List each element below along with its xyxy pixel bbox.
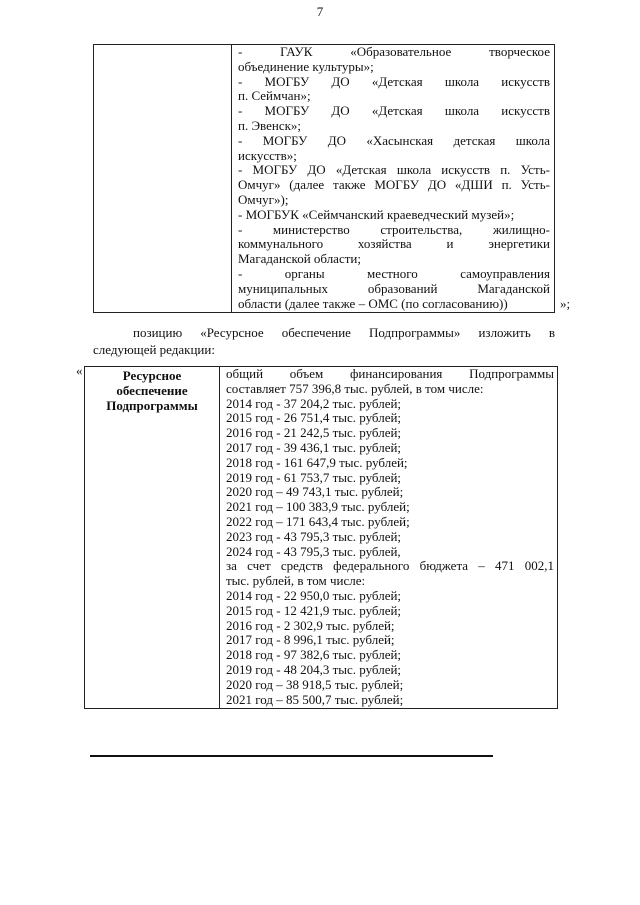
funding-line: 2020 год – 49 743,1 тыс. рублей; <box>226 484 404 500</box>
executor-line: - органы местного самоуправления <box>238 265 550 281</box>
funding-line: 2021 год – 85 500,7 тыс. рублей; <box>226 691 404 707</box>
funding-cell <box>220 367 558 709</box>
funding-line: 2016 год - 21 242,5 тыс. рублей; <box>226 425 402 441</box>
funding-line: тыс. рублей, в том числе: <box>226 573 366 589</box>
funding-line: 2022 год – 171 643,4 тыс. рублей; <box>226 513 410 529</box>
executor-line: Магаданской области; <box>238 251 361 267</box>
funding-line: 2024 год - 43 795,3 тыс. рублей, <box>226 543 401 559</box>
resource-provision-table <box>84 366 558 709</box>
label-cell <box>85 367 220 709</box>
funding-line: за счет средств федерального бюджета – 471 002,1 <box>226 558 554 574</box>
executor-line: области (далее также – ОМС (по согласованию)) <box>238 295 508 311</box>
executor-line: - МОГБУ ДО «Детская школа искусств <box>238 73 550 89</box>
executor-line: - МОГБУ ДО «Хасынская детская школа <box>238 132 550 148</box>
intro-paragraph: позицию «Ресурсное обеспечение Подпрограммы» изложить в <box>133 325 555 340</box>
executor-line: Омчуг» (далее также МОГБУ ДО «ДШИ п. Усть- <box>238 177 550 193</box>
intro-paragraph-continuation: следующей редакции: <box>93 342 215 357</box>
page-number: 7 <box>316 4 324 19</box>
row-label: Ресурсное <box>122 368 182 383</box>
funding-line: 2014 год - 22 950,0 тыс. рублей; <box>226 587 402 603</box>
executor-line: искусств»; <box>238 147 297 163</box>
funding-line: 2021 год – 100 383,9 тыс. рублей; <box>226 499 410 515</box>
funding-line: 2023 год - 43 795,3 тыс. рублей; <box>226 528 402 544</box>
closing-quote: »; <box>560 296 571 311</box>
executor-line: Омчуг»); <box>238 191 289 207</box>
executor-line: - МОГБУ ДО «Детская школа искусств п. Усть- <box>238 162 550 178</box>
executor-line: объединение культуры»; <box>238 58 374 74</box>
funding-line: 2020 год – 38 918,5 тыс. рублей; <box>226 676 404 692</box>
opening-quote: « <box>76 363 83 378</box>
funding-line: 2016 год - 2 302,9 тыс. рублей; <box>226 617 395 633</box>
funding-line: 2017 год - 8 996,1 тыс. рублей; <box>226 632 395 648</box>
funding-line: 2017 год - 39 436,1 тыс. рублей; <box>226 439 402 455</box>
row-label: Подпрограммы <box>106 398 198 413</box>
funding-line: 2014 год - 37 204,2 тыс. рублей; <box>226 395 402 411</box>
page-bottom-rule <box>90 755 493 757</box>
label-cell <box>94 45 232 313</box>
executor-line: - ГАУК «Образовательное творческое <box>238 44 550 59</box>
funding-line: 2015 год - 12 421,9 тыс. рублей; <box>226 602 402 618</box>
executor-line: п. Эвенск»; <box>238 117 302 133</box>
funding-line: 2019 год - 61 753,7 тыс. рублей; <box>226 469 402 485</box>
funding-line: составляет 757 396,8 тыс. рублей, в том числе: <box>226 380 484 396</box>
executor-line: - министерство строительства, жилищно- <box>238 221 550 237</box>
executor-line: п. Сеймчан»; <box>238 88 311 104</box>
row-label: обеспечение <box>116 383 188 398</box>
funding-line: 2018 год - 97 382,6 тыс. рублей; <box>226 647 402 663</box>
responsible-executors-table <box>93 44 555 313</box>
executor-line: - МОГБУ ДО «Детская школа искусств <box>238 103 550 119</box>
executor-line: коммунального хозяйства и энергетики <box>238 236 550 252</box>
executor-line: муниципальных образований Магаданской <box>238 280 550 296</box>
funding-line: 2018 год - 161 647,9 тыс. рублей; <box>226 454 408 470</box>
funding-line: 2019 год - 48 204,3 тыс. рублей; <box>226 661 402 677</box>
executors-cell <box>232 45 555 313</box>
funding-line: 2015 год - 26 751,4 тыс. рублей; <box>226 410 402 426</box>
funding-line: общий объем финансирования Подпрограммы <box>226 366 554 381</box>
executor-line: - МОГБУК «Сеймчанский краеведческий музей»; <box>238 206 515 222</box>
